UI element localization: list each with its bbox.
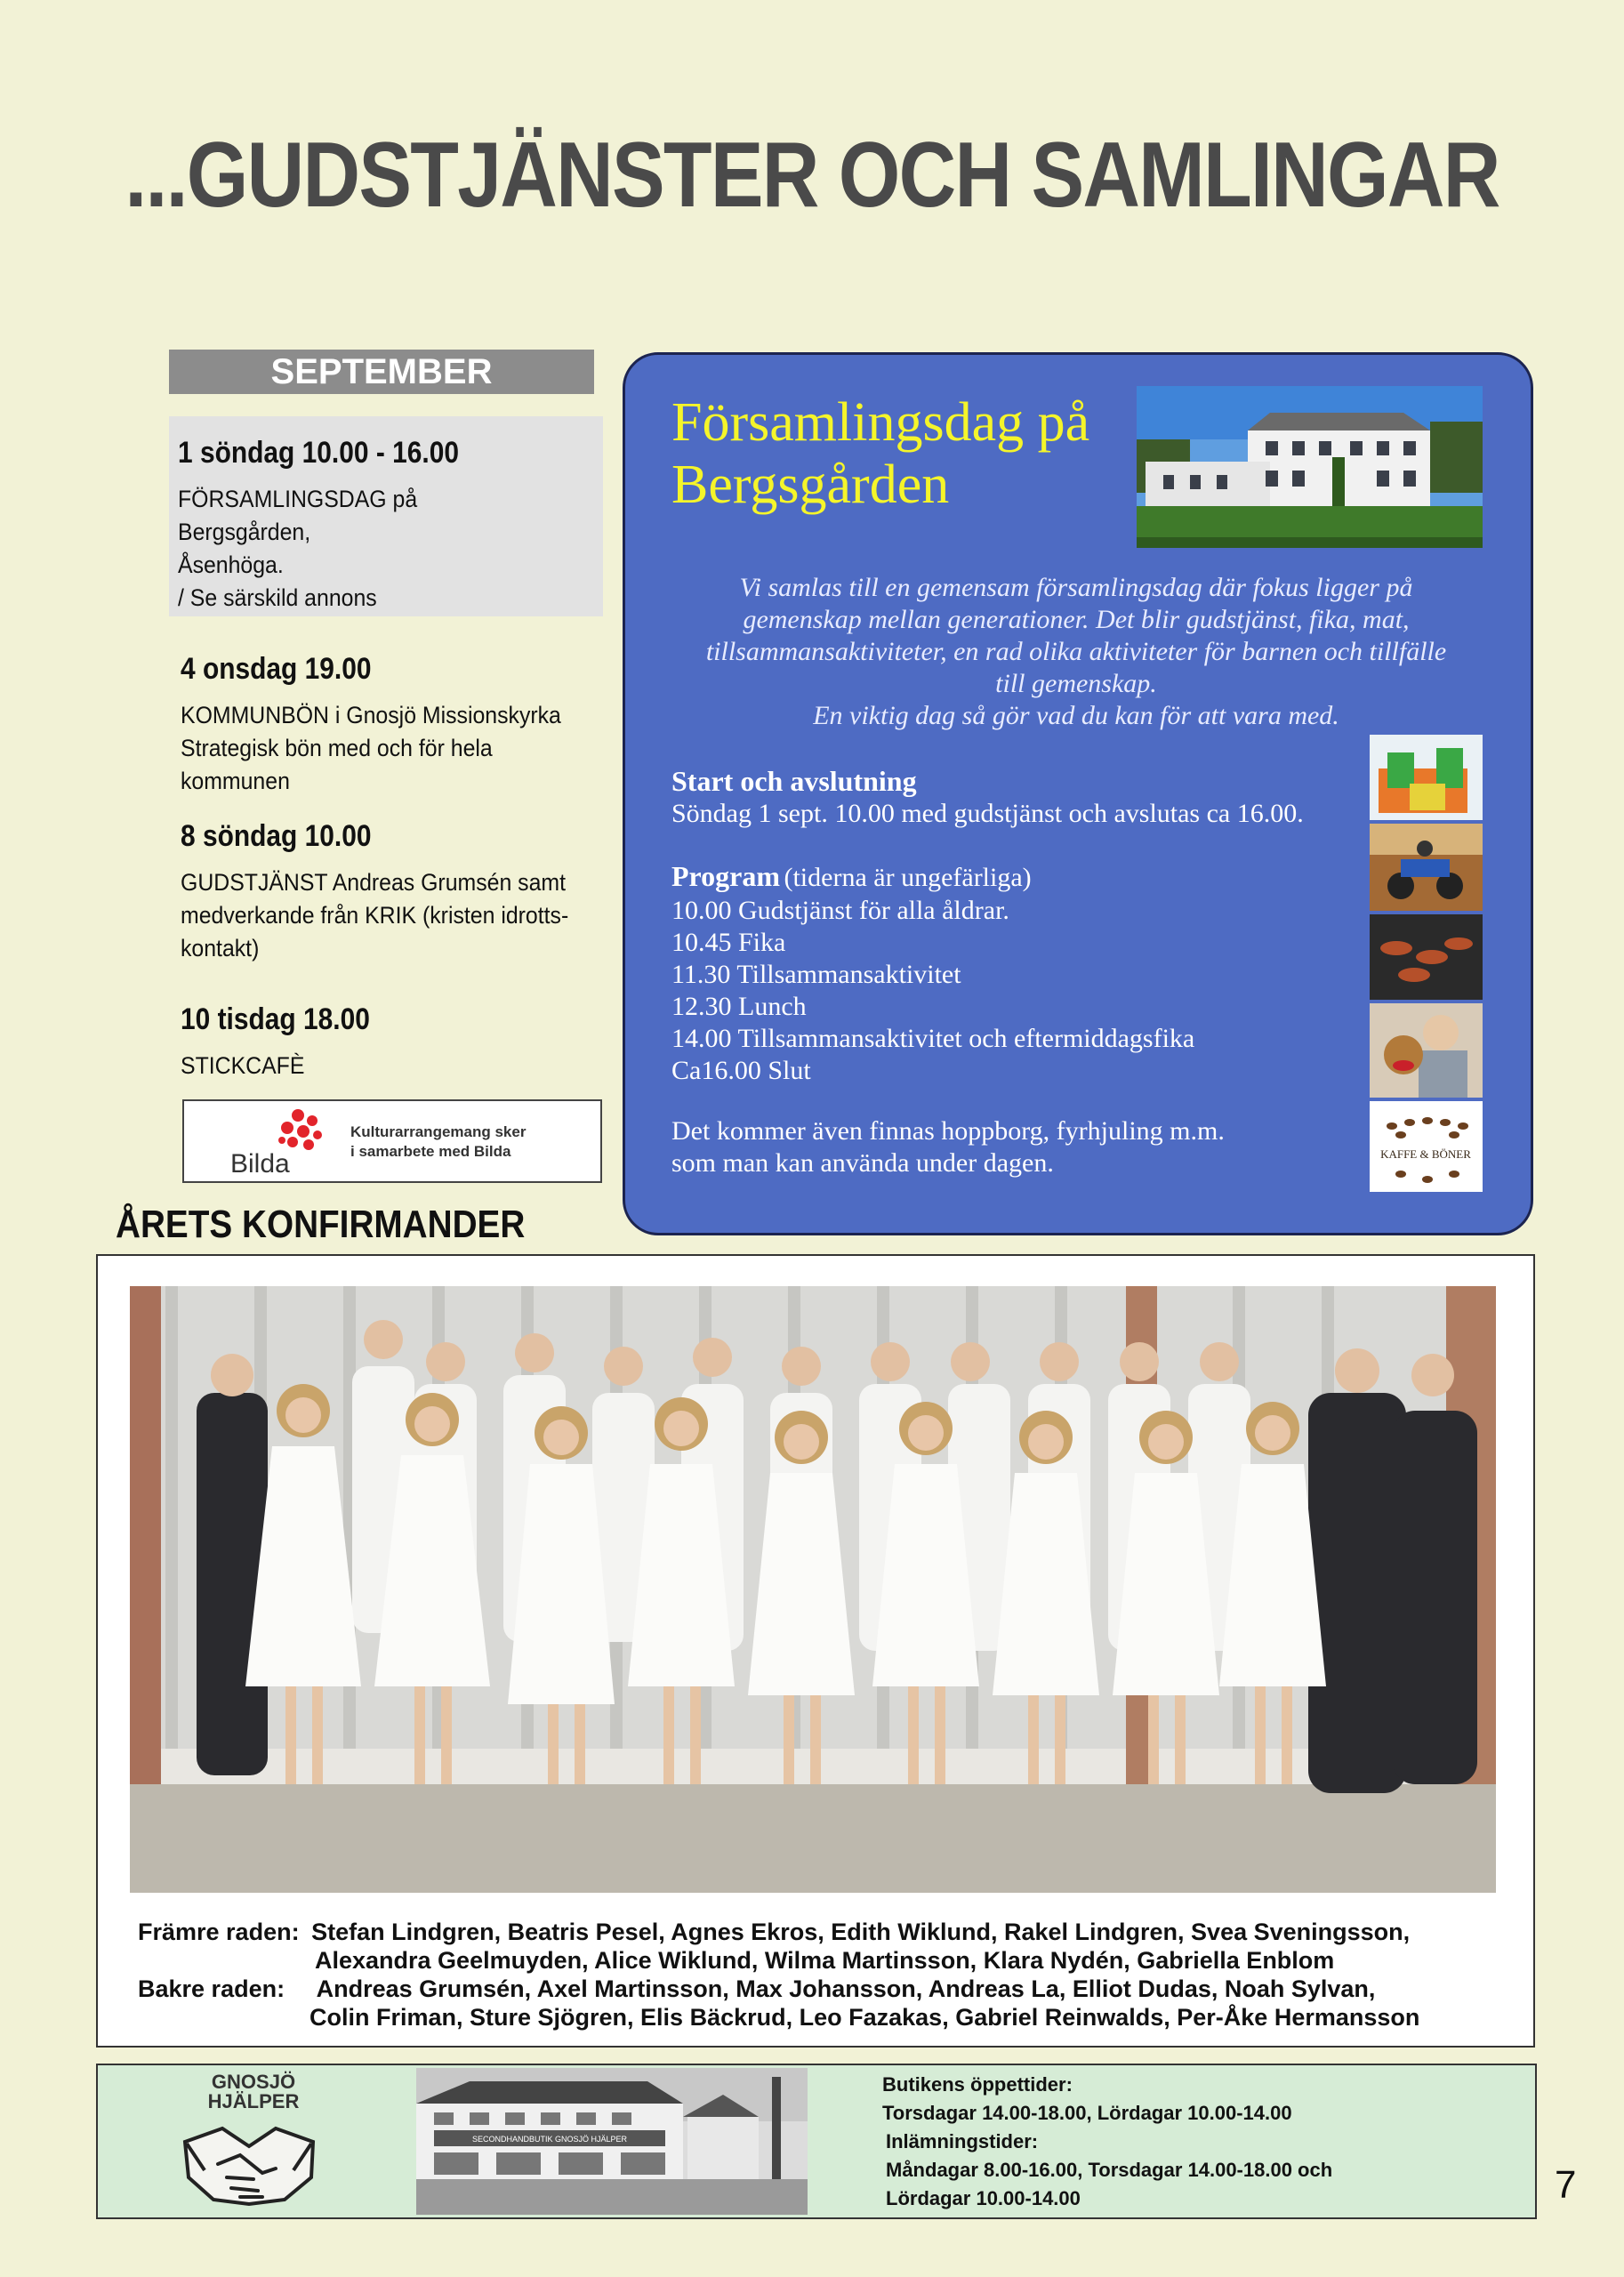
event-3 xyxy=(181,819,616,965)
event-description xyxy=(181,1050,451,1082)
bilda-logo-icon xyxy=(229,1105,344,1178)
house-photo xyxy=(1137,386,1483,548)
program-item: 12.30 Lunch xyxy=(671,992,807,1021)
event-date: 8 söndag 10.00 xyxy=(181,819,372,853)
program-list xyxy=(671,895,1194,1087)
feature-title xyxy=(671,391,1134,516)
kaffe-logo-text: KAFFE & BÖNER xyxy=(1380,1147,1471,1161)
caption-back-row xyxy=(138,1975,1375,2003)
front-row-label: Främre raden: xyxy=(138,1919,300,1945)
event-line: / Se särskild annons xyxy=(178,584,377,611)
event-line: medverkande från KRIK (kristen idrotts- xyxy=(181,902,569,929)
intro-line: Vi samlas till en gemensam församlingsdag där fokus ligger på xyxy=(739,573,1413,602)
front-row-names: Stefan Lindgren, Beatris Pesel, Agnes Ekros, Edith Wiklund, Rakel Lindgren, Svea Sveningsson, xyxy=(311,1919,1411,1945)
event-line: kommunen xyxy=(181,768,290,794)
event-line: kontakt) xyxy=(181,935,260,961)
event-date: 1 söndag 10.00 - 16.00 xyxy=(178,436,459,470)
event-line: FÖRSAMLINGSDAG på Bergsgården, xyxy=(178,486,418,545)
closing-text xyxy=(671,1115,1225,1179)
bilda-text-line: Kulturarrangemang sker xyxy=(350,1123,527,1140)
event-line: KOMMUNBÖN i Gnosjö Missionskyrka xyxy=(181,702,561,728)
start-text: Söndag 1 sept. 10.00 med gudstjänst och avslutas ca 16.00. xyxy=(671,799,1304,828)
bilda-text-line: i samarbete med Bilda xyxy=(350,1143,511,1160)
store-hours xyxy=(882,2071,1332,2213)
page-number: 7 xyxy=(1555,2163,1577,2207)
event-2 xyxy=(181,652,607,798)
program-heading: Program xyxy=(671,860,781,892)
photo-strip xyxy=(1370,735,1483,1192)
event-description xyxy=(181,866,582,965)
page-title: ...GUDSTJÄNSTER OCH SAMLINGAR xyxy=(125,124,1499,227)
event-date: 10 tisdag 18.00 xyxy=(181,1002,370,1036)
dropoff-heading: Inlämningstider: xyxy=(886,2130,1039,2152)
event-description xyxy=(181,699,574,798)
hours-text: Torsdagar 14.00-18.00, Lördagar 10.00-14.00 xyxy=(882,2102,1292,2124)
month-heading: SEPTEMBER xyxy=(169,350,594,394)
dropoff-line: Lördagar 10.00-14.00 xyxy=(886,2187,1081,2209)
intro-line: gemenskap mellan generationer. Det blir gudstjänst, fika, mat, xyxy=(743,605,1410,634)
back-row-label: Bakre raden: xyxy=(138,1975,285,2002)
event-date: 4 onsdag 19.00 xyxy=(181,652,372,686)
event-4 xyxy=(181,1002,474,1082)
program-item: 14.00 Tillsammansaktivitet och eftermiddagsfika xyxy=(671,1024,1195,1053)
program-item: Ca16.00 Slut xyxy=(671,1056,811,1085)
closing-line: Det kommer även finnas hoppborg, fyrhjuling m.m. xyxy=(671,1116,1225,1146)
program-heading-row xyxy=(671,860,1032,894)
program-note: (tiderna är ungefärliga) xyxy=(784,863,1032,892)
bilda-logo-box xyxy=(182,1099,602,1183)
event-line: Åsenhöga. xyxy=(178,551,284,578)
back-row-names-cont: Colin Friman, Sture Sjögren, Elis Bäckrud, Leo Fazakas, Gabriel Reinwalds, Per-Åke Hermansson xyxy=(310,2004,1420,2031)
feature-title-line: Församlingsdag på xyxy=(671,392,1090,453)
event-line: GUDSTJÄNST Andreas Grumsén samt xyxy=(181,869,567,896)
event-line: Strategisk bön med och för hela xyxy=(181,735,493,761)
front-row-names-cont: Alexandra Geelmuyden, Alice Wiklund, Wilma Martinsson, Klara Nydén, Gabriella Enblom xyxy=(315,1947,1335,1974)
store-photo xyxy=(416,2068,808,2215)
closing-line: som man kan använda under dagen. xyxy=(671,1148,1054,1178)
event-description xyxy=(178,483,554,615)
activity-photos xyxy=(1370,735,1483,1192)
program-item: 11.30 Tillsammansaktivitet xyxy=(671,960,961,989)
bilda-wordmark: Bilda xyxy=(230,1149,290,1178)
feature-title-line: Bergsgården xyxy=(671,455,950,515)
gnosjo-hjalper-logo-text xyxy=(178,2072,329,2112)
feature-intro xyxy=(658,572,1494,732)
intro-line: En viktig dag så gör vad du kan för att vara med. xyxy=(813,701,1339,730)
event-line: STICKCAFÈ xyxy=(181,1052,305,1079)
confirmands-title: ÅRETS KONFIRMANDER xyxy=(116,1203,526,1246)
logo-line: HJÄLPER xyxy=(207,2090,300,2112)
hours-heading: Butikens öppettider: xyxy=(882,2073,1073,2096)
confirmands-group-photo xyxy=(130,1286,1496,1893)
program-item: 10.45 Fika xyxy=(671,928,786,957)
intro-line: tillsammansaktiviteter, en rad olika aktiviteter för barnen och tillfälle xyxy=(705,637,1447,666)
back-row-names: Andreas Grumsén, Axel Martinsson, Max Johansson, Andreas La, Elliot Dudas, Noah Sylvan, xyxy=(316,1975,1376,2002)
bilda-text xyxy=(350,1122,526,1162)
logo-line: GNOSJÖ xyxy=(211,2071,296,2093)
caption-front-row xyxy=(138,1918,1410,1946)
handshake-icon xyxy=(178,2115,320,2213)
dropoff-line: Måndagar 8.00-16.00, Torsdagar 14.00-18.00 och xyxy=(886,2159,1333,2181)
intro-line: till gemenskap. xyxy=(995,669,1157,698)
event-1 xyxy=(178,436,587,615)
store-sign-text: SECONDHANDBUTIK GNOSJÖ HJÄLPER xyxy=(471,2135,628,2144)
program-item: 10.00 Gudstjänst för alla åldrar. xyxy=(671,896,1009,925)
start-heading: Start och avslutning xyxy=(671,765,917,797)
